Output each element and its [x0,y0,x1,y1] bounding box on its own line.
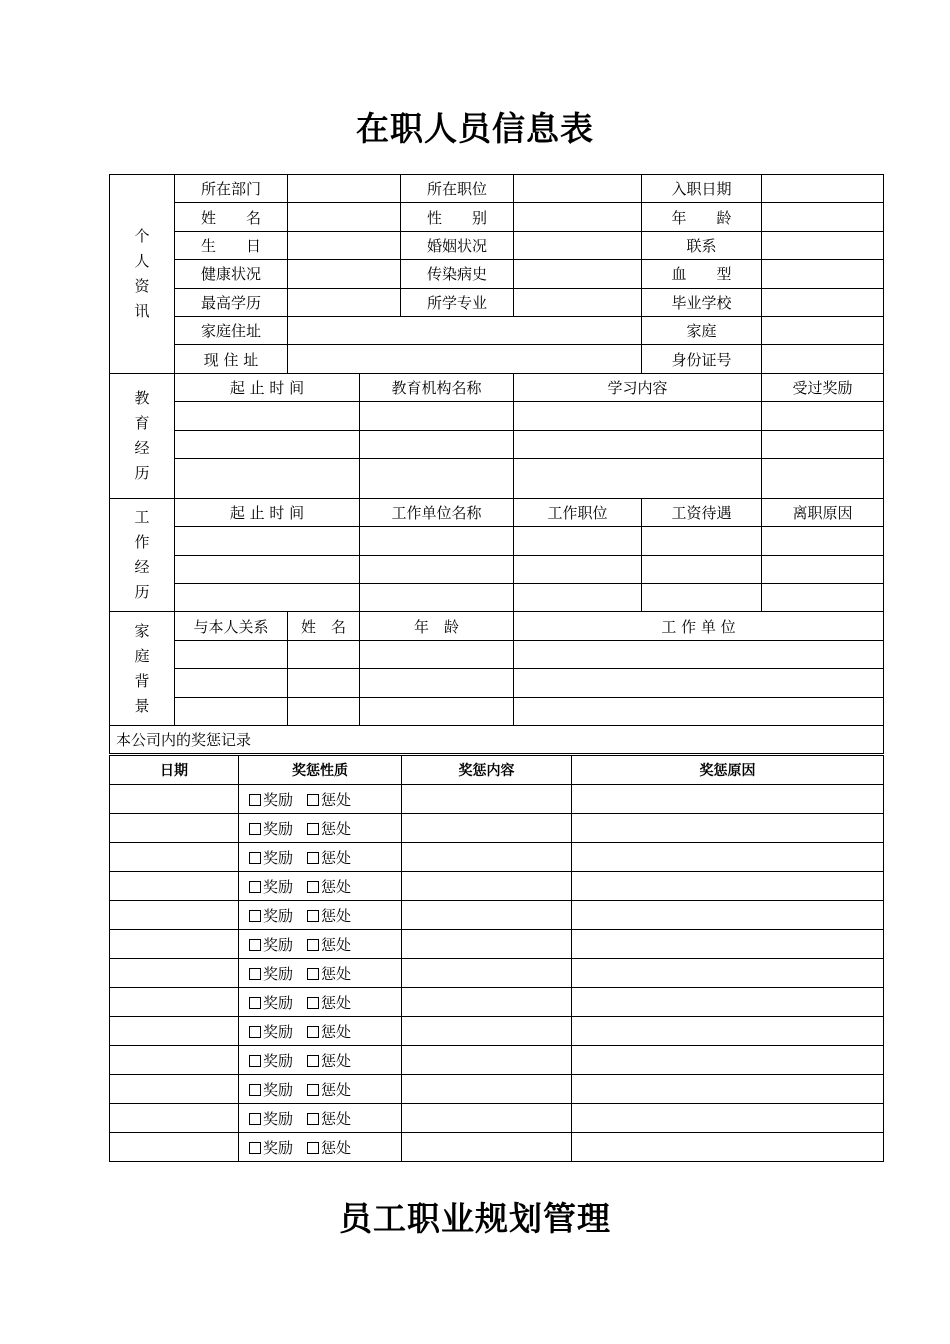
label-major: 所学专业 [401,288,514,316]
rewards-date-cell[interactable] [110,930,239,959]
rewards-nature-cell [239,1104,402,1133]
work-cell[interactable] [175,527,360,555]
work-header-company: 工作单位名称 [360,498,514,526]
personal-section-label: 个人资讯 [110,175,175,374]
work-header-salary: 工资待遇 [642,498,762,526]
punish-option[interactable] [307,907,351,925]
rewards-reason-cell[interactable] [572,1104,884,1133]
reward-option[interactable] [249,1110,293,1128]
punish-option-label: 惩处 [321,993,352,1012]
checkbox-icon[interactable] [249,881,261,893]
reward-option-label: 奖励 [263,1138,294,1157]
education-header-period: 起 止 时 间 [175,373,360,401]
label-infectious-history: 传染病史 [401,260,514,288]
checkbox-icon[interactable] [307,1113,319,1125]
field-home-address[interactable] [288,316,642,344]
rewards-content-cell[interactable] [402,988,572,1017]
rewards-nature-cell [239,959,402,988]
checkbox-icon[interactable] [249,910,261,922]
rewards-content-cell[interactable] [402,872,572,901]
punish-option-label: 惩处 [321,790,352,809]
field-contact[interactable] [762,231,884,259]
rewards-content-cell[interactable] [402,814,572,843]
punish-option[interactable] [307,994,351,1012]
education-cell[interactable] [360,402,514,430]
rewards-reason-cell[interactable] [572,843,884,872]
footer-title: 员工职业规划管理 [339,1199,611,1238]
page-title: 在职人员信息表 [356,109,594,148]
rewards-reason-cell[interactable] [572,785,884,814]
rewards-date-cell[interactable] [110,872,239,901]
rewards-row [110,930,884,959]
education-row [110,402,884,430]
rewards-reason-cell[interactable] [572,1075,884,1104]
punish-option[interactable] [307,1052,351,1070]
education-row [110,458,884,498]
rewards-date-cell[interactable] [110,843,239,872]
work-section-label: 工作经历 [110,498,175,612]
rewards-nature-cell [239,785,402,814]
rewards-reason-cell[interactable] [572,872,884,901]
checkbox-icon[interactable] [307,852,319,864]
checkbox-icon[interactable] [307,1142,319,1154]
punish-option-label: 惩处 [321,1080,352,1099]
checkbox-icon[interactable] [249,1026,261,1038]
reward-option[interactable] [249,936,293,954]
label-name: 姓 名 [175,203,288,231]
family-section-label: 家庭背景 [110,612,175,726]
label-home: 家庭 [642,316,762,344]
rewards-nature-cell [239,1075,402,1104]
rewards-date-cell[interactable] [110,1046,239,1075]
punish-option-label: 惩处 [321,1138,352,1157]
rewards-nature-cell [239,901,402,930]
rewards-date-cell[interactable] [110,959,239,988]
rewards-content-cell[interactable] [402,1133,572,1162]
punish-option[interactable] [307,936,351,954]
checkbox-icon[interactable] [249,823,261,835]
work-header-leave-reason: 离职原因 [762,498,884,526]
family-header-workplace: 工 作 单 位 [514,612,884,640]
reward-option-label: 奖励 [263,1109,294,1128]
checkbox-icon[interactable] [307,1084,319,1096]
work-cell[interactable] [762,584,884,612]
field-marital-status[interactable] [514,231,642,259]
reward-option-label: 奖励 [263,964,294,983]
rewards-row [110,988,884,1017]
punish-option-label: 惩处 [321,819,352,838]
reward-option-label: 奖励 [263,993,294,1012]
reward-option-label: 奖励 [263,1051,294,1070]
punish-option[interactable] [307,1110,351,1128]
checkbox-icon[interactable] [307,794,319,806]
rewards-row [110,901,884,930]
field-age[interactable] [762,203,884,231]
rewards-date-cell[interactable] [110,1017,239,1046]
reward-option-label: 奖励 [263,819,294,838]
punish-option-label: 惩处 [321,1022,352,1041]
checkbox-icon[interactable] [249,794,261,806]
education-section-label: 教育经历 [110,373,175,498]
reward-option[interactable] [249,849,293,867]
reward-option-label: 奖励 [263,1080,294,1099]
rewards-row [110,1017,884,1046]
education-cell[interactable] [175,458,360,498]
field-name[interactable] [288,203,401,231]
field-home[interactable] [762,316,884,344]
work-cell[interactable] [514,555,642,583]
family-cell[interactable] [514,640,884,668]
checkbox-icon[interactable] [307,823,319,835]
work-header-period: 起 止 时 间 [175,498,360,526]
field-graduate-school[interactable] [762,288,884,316]
punish-option-label: 惩处 [321,877,352,896]
rewards-table [109,755,884,1162]
rewards-reason-cell[interactable] [572,930,884,959]
family-row [110,669,884,697]
rewards-reason-cell[interactable] [572,1133,884,1162]
label-position: 所在职位 [401,175,514,203]
punish-option-label: 惩处 [321,964,352,983]
rewards-date-cell[interactable] [110,1104,239,1133]
checkbox-icon[interactable] [307,1055,319,1067]
rewards-nature-cell [239,1017,402,1046]
rewards-header-content: 奖惩内容 [402,756,572,785]
education-cell[interactable] [514,458,762,498]
reward-option[interactable] [249,907,293,925]
rewards-row [110,1104,884,1133]
rewards-content-cell[interactable] [402,901,572,930]
checkbox-icon[interactable] [307,910,319,922]
work-cell[interactable] [762,527,884,555]
rewards-nature-cell [239,1046,402,1075]
rewards-date-cell[interactable] [110,901,239,930]
family-header-age: 年 龄 [360,612,514,640]
rewards-content-cell[interactable] [402,843,572,872]
punish-option[interactable] [307,849,351,867]
checkbox-icon[interactable] [249,1113,261,1125]
punish-option[interactable] [307,820,351,838]
rewards-reason-cell[interactable] [572,988,884,1017]
checkbox-icon[interactable] [307,939,319,951]
work-cell[interactable] [642,527,762,555]
punish-option-label: 惩处 [321,935,352,954]
punish-option[interactable] [307,1139,351,1157]
reward-option[interactable] [249,965,293,983]
work-cell[interactable] [360,555,514,583]
rewards-nature-cell [239,988,402,1017]
education-cell[interactable] [514,430,762,458]
rewards-header-date: 日期 [110,756,239,785]
family-cell[interactable] [288,640,360,668]
rewards-row [110,843,884,872]
reward-option-label: 奖励 [263,790,294,809]
rewards-date-cell[interactable] [110,814,239,843]
rewards-row [110,1133,884,1162]
rewards-content-cell[interactable] [402,1046,572,1075]
rewards-row [110,814,884,843]
punish-option-label: 惩处 [321,848,352,867]
rewards-row [110,872,884,901]
family-header-name: 姓 名 [288,612,360,640]
rewards-date-cell[interactable] [110,1075,239,1104]
reward-option-label: 奖励 [263,935,294,954]
field-department[interactable] [288,175,401,203]
work-cell[interactable] [514,527,642,555]
family-header-relation: 与本人关系 [175,612,288,640]
field-birthday[interactable] [288,231,401,259]
field-major[interactable] [514,288,642,316]
rewards-header-nature: 奖惩性质 [239,756,402,785]
field-hire-date[interactable] [762,175,884,203]
checkbox-icon[interactable] [249,852,261,864]
rewards-header-reason: 奖惩原因 [572,756,884,785]
rewards-reason-cell[interactable] [572,814,884,843]
label-marital-status: 婚姻状况 [401,231,514,259]
checkbox-icon[interactable] [307,881,319,893]
work-header-position: 工作职位 [514,498,642,526]
work-cell[interactable] [360,527,514,555]
reward-option[interactable] [249,1081,293,1099]
education-header-content: 学习内容 [514,373,762,401]
rewards-content-cell[interactable] [402,959,572,988]
family-cell[interactable] [288,669,360,697]
punish-option[interactable] [307,791,351,809]
reward-option-label: 奖励 [263,848,294,867]
checkbox-icon[interactable] [249,997,261,1009]
work-cell[interactable] [175,555,360,583]
label-id-number: 身份证号 [642,345,762,373]
field-position[interactable] [514,175,642,203]
field-id-number[interactable] [762,345,884,373]
work-row [110,555,884,583]
label-current-address: 现 住 址 [175,345,288,373]
education-cell[interactable] [514,402,762,430]
work-cell[interactable] [642,555,762,583]
checkbox-icon[interactable] [307,968,319,980]
education-cell[interactable] [175,430,360,458]
reward-option[interactable] [249,994,293,1012]
family-cell[interactable] [360,697,514,725]
family-cell[interactable] [514,697,884,725]
rewards-reason-cell[interactable] [572,1046,884,1075]
employee-info-table [109,174,884,754]
punish-option-label: 惩处 [321,1051,352,1070]
rewards-nature-cell [239,1133,402,1162]
work-cell[interactable] [360,584,514,612]
checkbox-icon[interactable] [249,968,261,980]
punish-option[interactable] [307,965,351,983]
work-row [110,527,884,555]
rewards-nature-cell [239,814,402,843]
education-cell[interactable] [762,402,884,430]
family-cell[interactable] [175,669,288,697]
reward-option[interactable] [249,1052,293,1070]
reward-option[interactable] [249,820,293,838]
punish-option[interactable] [307,878,351,896]
rewards-nature-cell [239,872,402,901]
rewards-content-cell[interactable] [402,1017,572,1046]
rewards-content-cell[interactable] [402,930,572,959]
family-row [110,697,884,725]
checkbox-icon[interactable] [249,939,261,951]
rewards-row [110,1046,884,1075]
rewards-section-title: 本公司内的奖惩记录 [110,726,884,754]
rewards-reason-cell[interactable] [572,959,884,988]
checkbox-icon[interactable] [307,1026,319,1038]
reward-option[interactable] [249,878,293,896]
work-cell[interactable] [514,584,642,612]
rewards-content-cell[interactable] [402,785,572,814]
family-cell[interactable] [514,669,884,697]
education-header-awards: 受过奖励 [762,373,884,401]
label-birthday: 生 日 [175,231,288,259]
rewards-date-cell[interactable] [110,988,239,1017]
field-infectious-history[interactable] [514,260,642,288]
label-hire-date: 入职日期 [642,175,762,203]
work-cell[interactable] [642,584,762,612]
label-blood-type: 血 型 [642,260,762,288]
rewards-date-cell[interactable] [110,785,239,814]
family-cell[interactable] [360,640,514,668]
education-cell[interactable] [360,458,514,498]
label-department: 所在部门 [175,175,288,203]
reward-option[interactable] [249,791,293,809]
field-education-level[interactable] [288,288,401,316]
family-row [110,640,884,668]
label-home-address: 家庭住址 [175,316,288,344]
checkbox-icon[interactable] [307,997,319,1009]
checkbox-icon[interactable] [249,1142,261,1154]
label-graduate-school: 毕业学校 [642,288,762,316]
rewards-reason-cell[interactable] [572,1017,884,1046]
label-age: 年 龄 [642,203,762,231]
reward-option-label: 奖励 [263,1022,294,1041]
punish-option[interactable] [307,1023,351,1041]
work-cell[interactable] [762,555,884,583]
reward-option-label: 奖励 [263,877,294,896]
rewards-reason-cell[interactable] [572,901,884,930]
education-header-institution: 教育机构名称 [360,373,514,401]
field-gender[interactable] [514,203,642,231]
rewards-row [110,959,884,988]
punish-option[interactable] [307,1081,351,1099]
rewards-row [110,785,884,814]
checkbox-icon[interactable] [249,1055,261,1067]
work-row [110,584,884,612]
label-education-level: 最高学历 [175,288,288,316]
checkbox-icon[interactable] [249,1084,261,1096]
education-cell[interactable] [762,430,884,458]
rewards-nature-cell [239,843,402,872]
field-blood-type[interactable] [762,260,884,288]
punish-option-label: 惩处 [321,1109,352,1128]
family-cell[interactable] [360,669,514,697]
rewards-nature-cell [239,930,402,959]
field-current-address[interactable] [288,345,642,373]
rewards-content-cell[interactable] [402,1075,572,1104]
education-cell[interactable] [360,430,514,458]
rewards-date-cell[interactable] [110,1133,239,1162]
education-row [110,430,884,458]
family-cell[interactable] [288,697,360,725]
education-cell[interactable] [175,402,360,430]
reward-option[interactable] [249,1139,293,1157]
family-cell[interactable] [175,697,288,725]
rewards-content-cell[interactable] [402,1104,572,1133]
label-gender: 性 别 [401,203,514,231]
label-contact: 联系 [642,231,762,259]
punish-option-label: 惩处 [321,906,352,925]
education-cell[interactable] [762,458,884,498]
work-cell[interactable] [175,584,360,612]
label-health: 健康状况 [175,260,288,288]
field-health[interactable] [288,260,401,288]
reward-option-label: 奖励 [263,906,294,925]
reward-option[interactable] [249,1023,293,1041]
family-cell[interactable] [175,640,288,668]
rewards-row [110,1075,884,1104]
